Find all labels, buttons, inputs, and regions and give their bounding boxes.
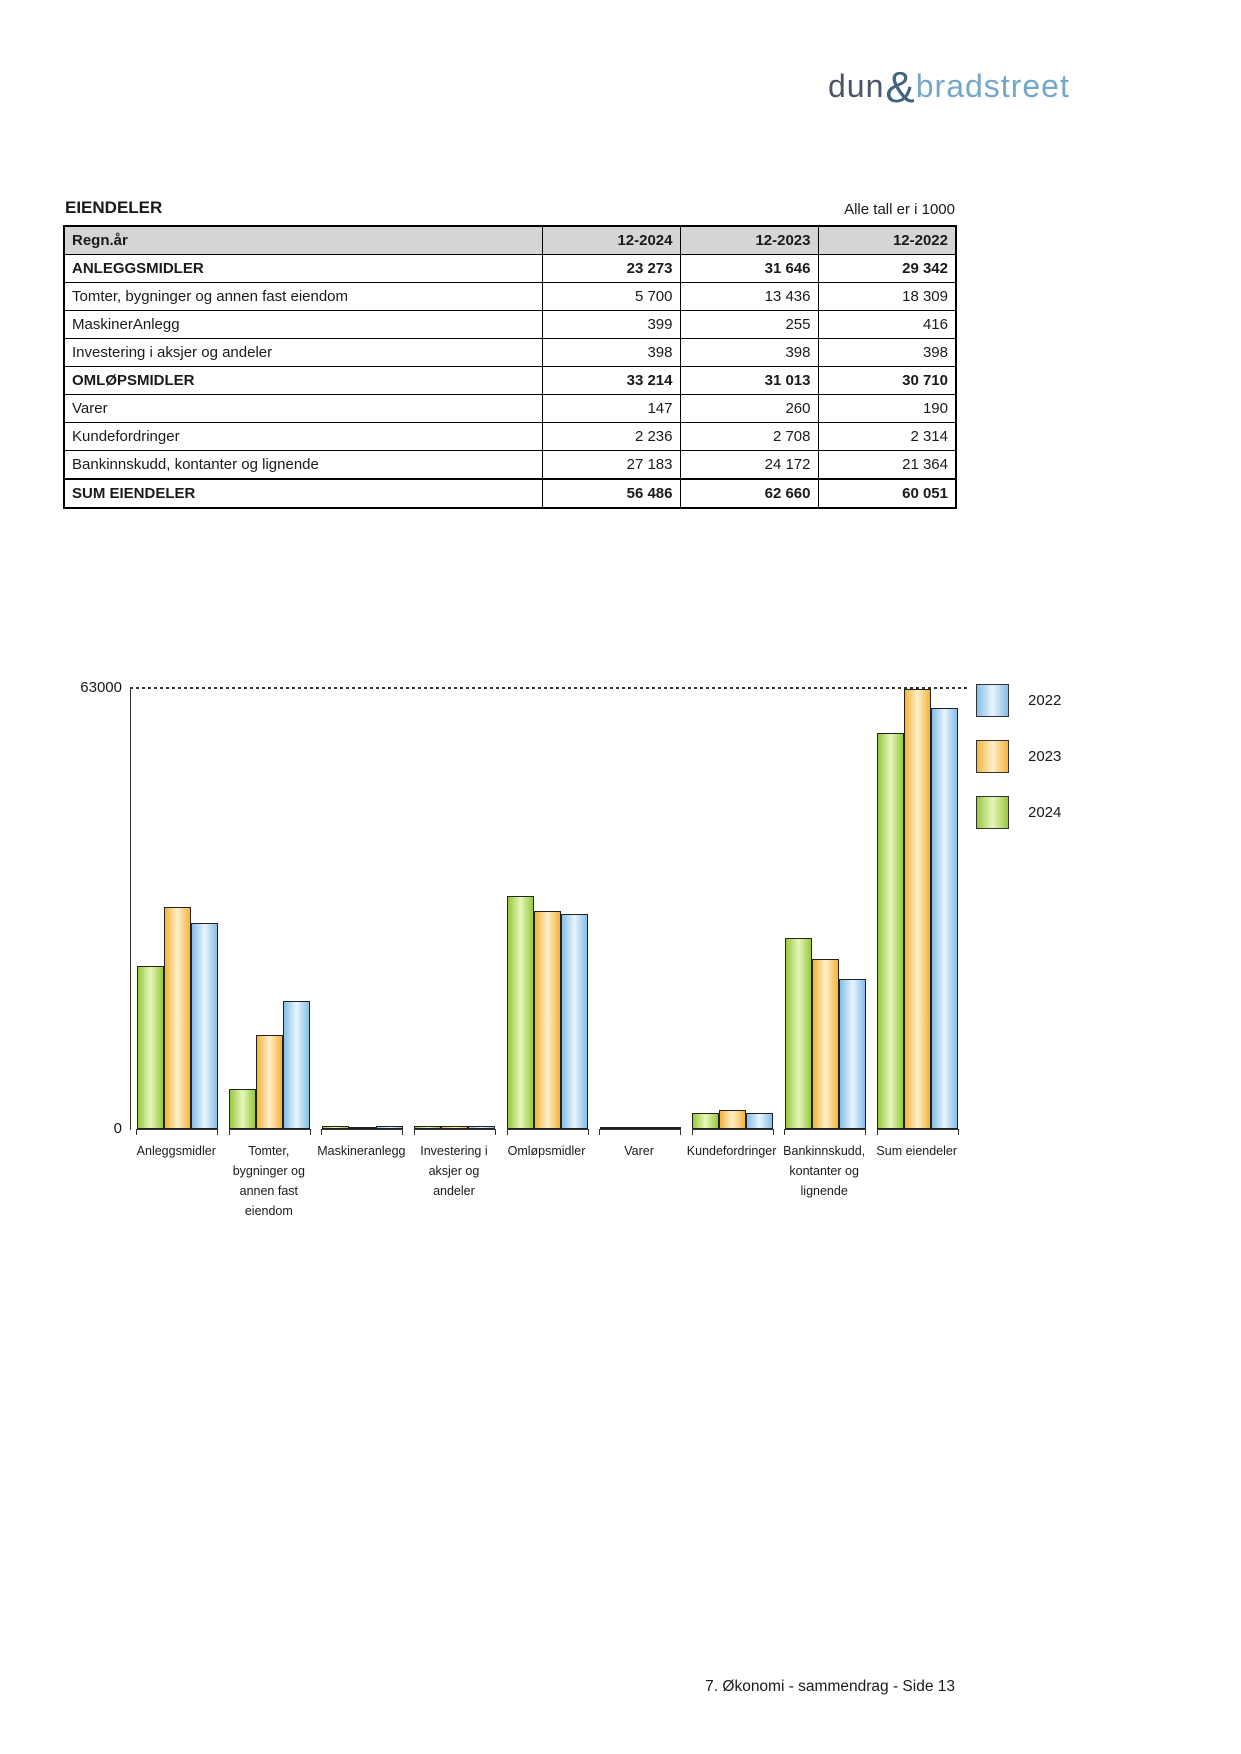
x-axis-category-label: Varer	[624, 1144, 654, 1158]
bar-2022	[839, 979, 866, 1129]
assets-table-body	[64, 255, 956, 509]
axis-tick	[414, 1129, 415, 1135]
assets-table	[63, 225, 957, 509]
chart-group	[877, 687, 959, 1130]
axis-tick	[136, 1129, 137, 1135]
table-row	[64, 255, 956, 283]
table-header-cell: 12-2023	[680, 226, 818, 255]
section-title: EIENDELER	[65, 198, 163, 217]
ampersand-icon: &	[885, 63, 915, 112]
axis-tick	[865, 1129, 866, 1135]
chart-group	[136, 687, 218, 1130]
bar-2024	[877, 733, 904, 1129]
row-label: Kundefordringer	[64, 423, 542, 451]
table-header-cell: Regn.år	[64, 226, 542, 255]
row-value: 398	[542, 339, 680, 367]
bar-2022	[746, 1113, 773, 1129]
table-row	[64, 311, 956, 339]
page-footer: 7. Økonomi - sammendrag - Side 13	[705, 1678, 955, 1695]
table-row	[64, 451, 956, 480]
row-label: Tomter, bygninger og annen fast eiendom	[64, 283, 542, 311]
chart-x-labels	[130, 1141, 963, 1261]
row-label: Investering i aksjer og andeler	[64, 339, 542, 367]
row-value: 2 314	[818, 423, 956, 451]
chart-group	[599, 687, 681, 1130]
row-label: SUM EIENDELER	[64, 479, 542, 508]
row-value: 2 236	[542, 423, 680, 451]
row-value: 23 273	[542, 255, 680, 283]
legend-label: 2022	[1028, 692, 1062, 709]
axis-tick	[229, 1129, 230, 1135]
assets-table-head	[64, 226, 956, 255]
row-value: 2 708	[680, 423, 818, 451]
table-row	[64, 479, 956, 508]
bar-2022	[283, 1001, 310, 1129]
axis-tick	[680, 1129, 681, 1135]
chart-group	[507, 687, 589, 1130]
row-value: 398	[680, 339, 818, 367]
axis-tick	[310, 1129, 311, 1135]
bar-2023	[627, 1127, 654, 1129]
row-value: 18 309	[818, 283, 956, 311]
axis-tick	[877, 1129, 878, 1135]
row-value: 31 013	[680, 367, 818, 395]
axis-tick	[599, 1129, 600, 1135]
legend-label: 2024	[1028, 804, 1062, 821]
legend-item	[976, 684, 1061, 717]
legend-swatch-2024	[976, 796, 1009, 829]
bar-2024	[229, 1089, 256, 1129]
chart-group	[784, 687, 866, 1130]
row-value: 27 183	[542, 451, 680, 480]
x-axis-category-label: Investering i aksjer og andeler	[420, 1144, 488, 1198]
bar-2023	[256, 1035, 283, 1129]
axis-tick	[692, 1129, 693, 1135]
axis-tick	[773, 1129, 774, 1135]
chart-group	[414, 687, 496, 1130]
bar-2023	[164, 907, 191, 1129]
x-axis-category-label: Maskineranlegg	[317, 1144, 406, 1158]
bar-2024	[322, 1126, 349, 1129]
row-label: OMLØPSMIDLER	[64, 367, 542, 395]
bar-2023	[441, 1126, 468, 1129]
row-value: 13 436	[680, 283, 818, 311]
chart-plot	[130, 688, 964, 1130]
row-label: ANLEGGSMIDLER	[64, 255, 542, 283]
chart-group	[321, 687, 403, 1130]
table-row	[64, 367, 956, 395]
legend-label: 2023	[1028, 748, 1062, 765]
bar-2024	[600, 1127, 627, 1129]
x-axis-category-label: Omløpsmidler	[507, 1144, 586, 1158]
bar-2023	[719, 1110, 746, 1129]
axis-tick	[507, 1129, 508, 1135]
axis-tick	[784, 1129, 785, 1135]
x-axis-category-label: Bankinnskudd, kontanter og lignende	[783, 1144, 866, 1198]
axis-tick	[588, 1129, 589, 1135]
legend-item	[976, 796, 1061, 829]
bar-2024	[137, 966, 164, 1129]
row-value: 21 364	[818, 451, 956, 480]
row-value: 399	[542, 311, 680, 339]
table-row	[64, 423, 956, 451]
row-value: 33 214	[542, 367, 680, 395]
y-axis-zero-label: 0	[113, 1120, 122, 1137]
x-axis-category-label: Tomter, bygninger og annen fast eiendom	[232, 1144, 305, 1218]
row-value: 416	[818, 311, 956, 339]
table-header-cell: 12-2024	[542, 226, 680, 255]
row-value: 260	[680, 395, 818, 423]
legend-swatch-2022	[976, 684, 1009, 717]
bar-2023	[349, 1127, 376, 1129]
axis-tick	[217, 1129, 218, 1135]
chart-group	[692, 687, 774, 1130]
row-label: Bankinnskudd, kontanter og lignende	[64, 451, 542, 480]
table-row	[64, 395, 956, 423]
row-value: 56 486	[542, 479, 680, 508]
bar-2022	[561, 914, 588, 1129]
logo-dun: dun	[828, 68, 885, 104]
row-value: 29 342	[818, 255, 956, 283]
y-axis-max-label: 63000	[80, 679, 122, 696]
legend-item	[976, 740, 1061, 773]
row-label: Varer	[64, 395, 542, 423]
row-value: 255	[680, 311, 818, 339]
axis-tick	[321, 1129, 322, 1135]
row-value: 60 051	[818, 479, 956, 508]
row-value: 30 710	[818, 367, 956, 395]
row-label: MaskinerAnlegg	[64, 311, 542, 339]
bar-2024	[507, 896, 534, 1129]
row-value: 5 700	[542, 283, 680, 311]
bar-2022	[376, 1126, 403, 1129]
row-value: 147	[542, 395, 680, 423]
x-axis-category-label: Anleggsmidler	[136, 1144, 216, 1158]
bar-2023	[534, 911, 561, 1129]
x-axis-category-label: Kundefordringer	[686, 1144, 777, 1158]
axis-tick	[402, 1129, 403, 1135]
x-axis-category-label: Sum eiendeler	[876, 1144, 958, 1158]
units-note: Alle tall er i 1000	[844, 201, 955, 218]
dun-bradstreet-logo	[828, 63, 1070, 112]
bar-2024	[692, 1113, 719, 1129]
bar-2023	[812, 959, 839, 1129]
chart-group	[229, 687, 311, 1130]
chart-legend	[976, 684, 1061, 852]
axis-tick	[958, 1129, 959, 1135]
table-row	[64, 339, 956, 367]
table-header-cell: 12-2022	[818, 226, 956, 255]
legend-swatch-2023	[976, 740, 1009, 773]
row-value: 31 646	[680, 255, 818, 283]
row-value: 24 172	[680, 451, 818, 480]
row-value: 398	[818, 339, 956, 367]
bar-2022	[191, 923, 218, 1129]
row-value: 62 660	[680, 479, 818, 508]
axis-tick	[495, 1129, 496, 1135]
table-row	[64, 283, 956, 311]
bar-2022	[931, 708, 958, 1129]
bar-2022	[654, 1127, 681, 1129]
bar-2023	[904, 689, 931, 1129]
bar-2022	[468, 1126, 495, 1129]
row-value: 190	[818, 395, 956, 423]
bar-2024	[785, 938, 812, 1129]
logo-bradstreet: bradstreet	[915, 68, 1070, 104]
bar-2024	[414, 1126, 441, 1129]
